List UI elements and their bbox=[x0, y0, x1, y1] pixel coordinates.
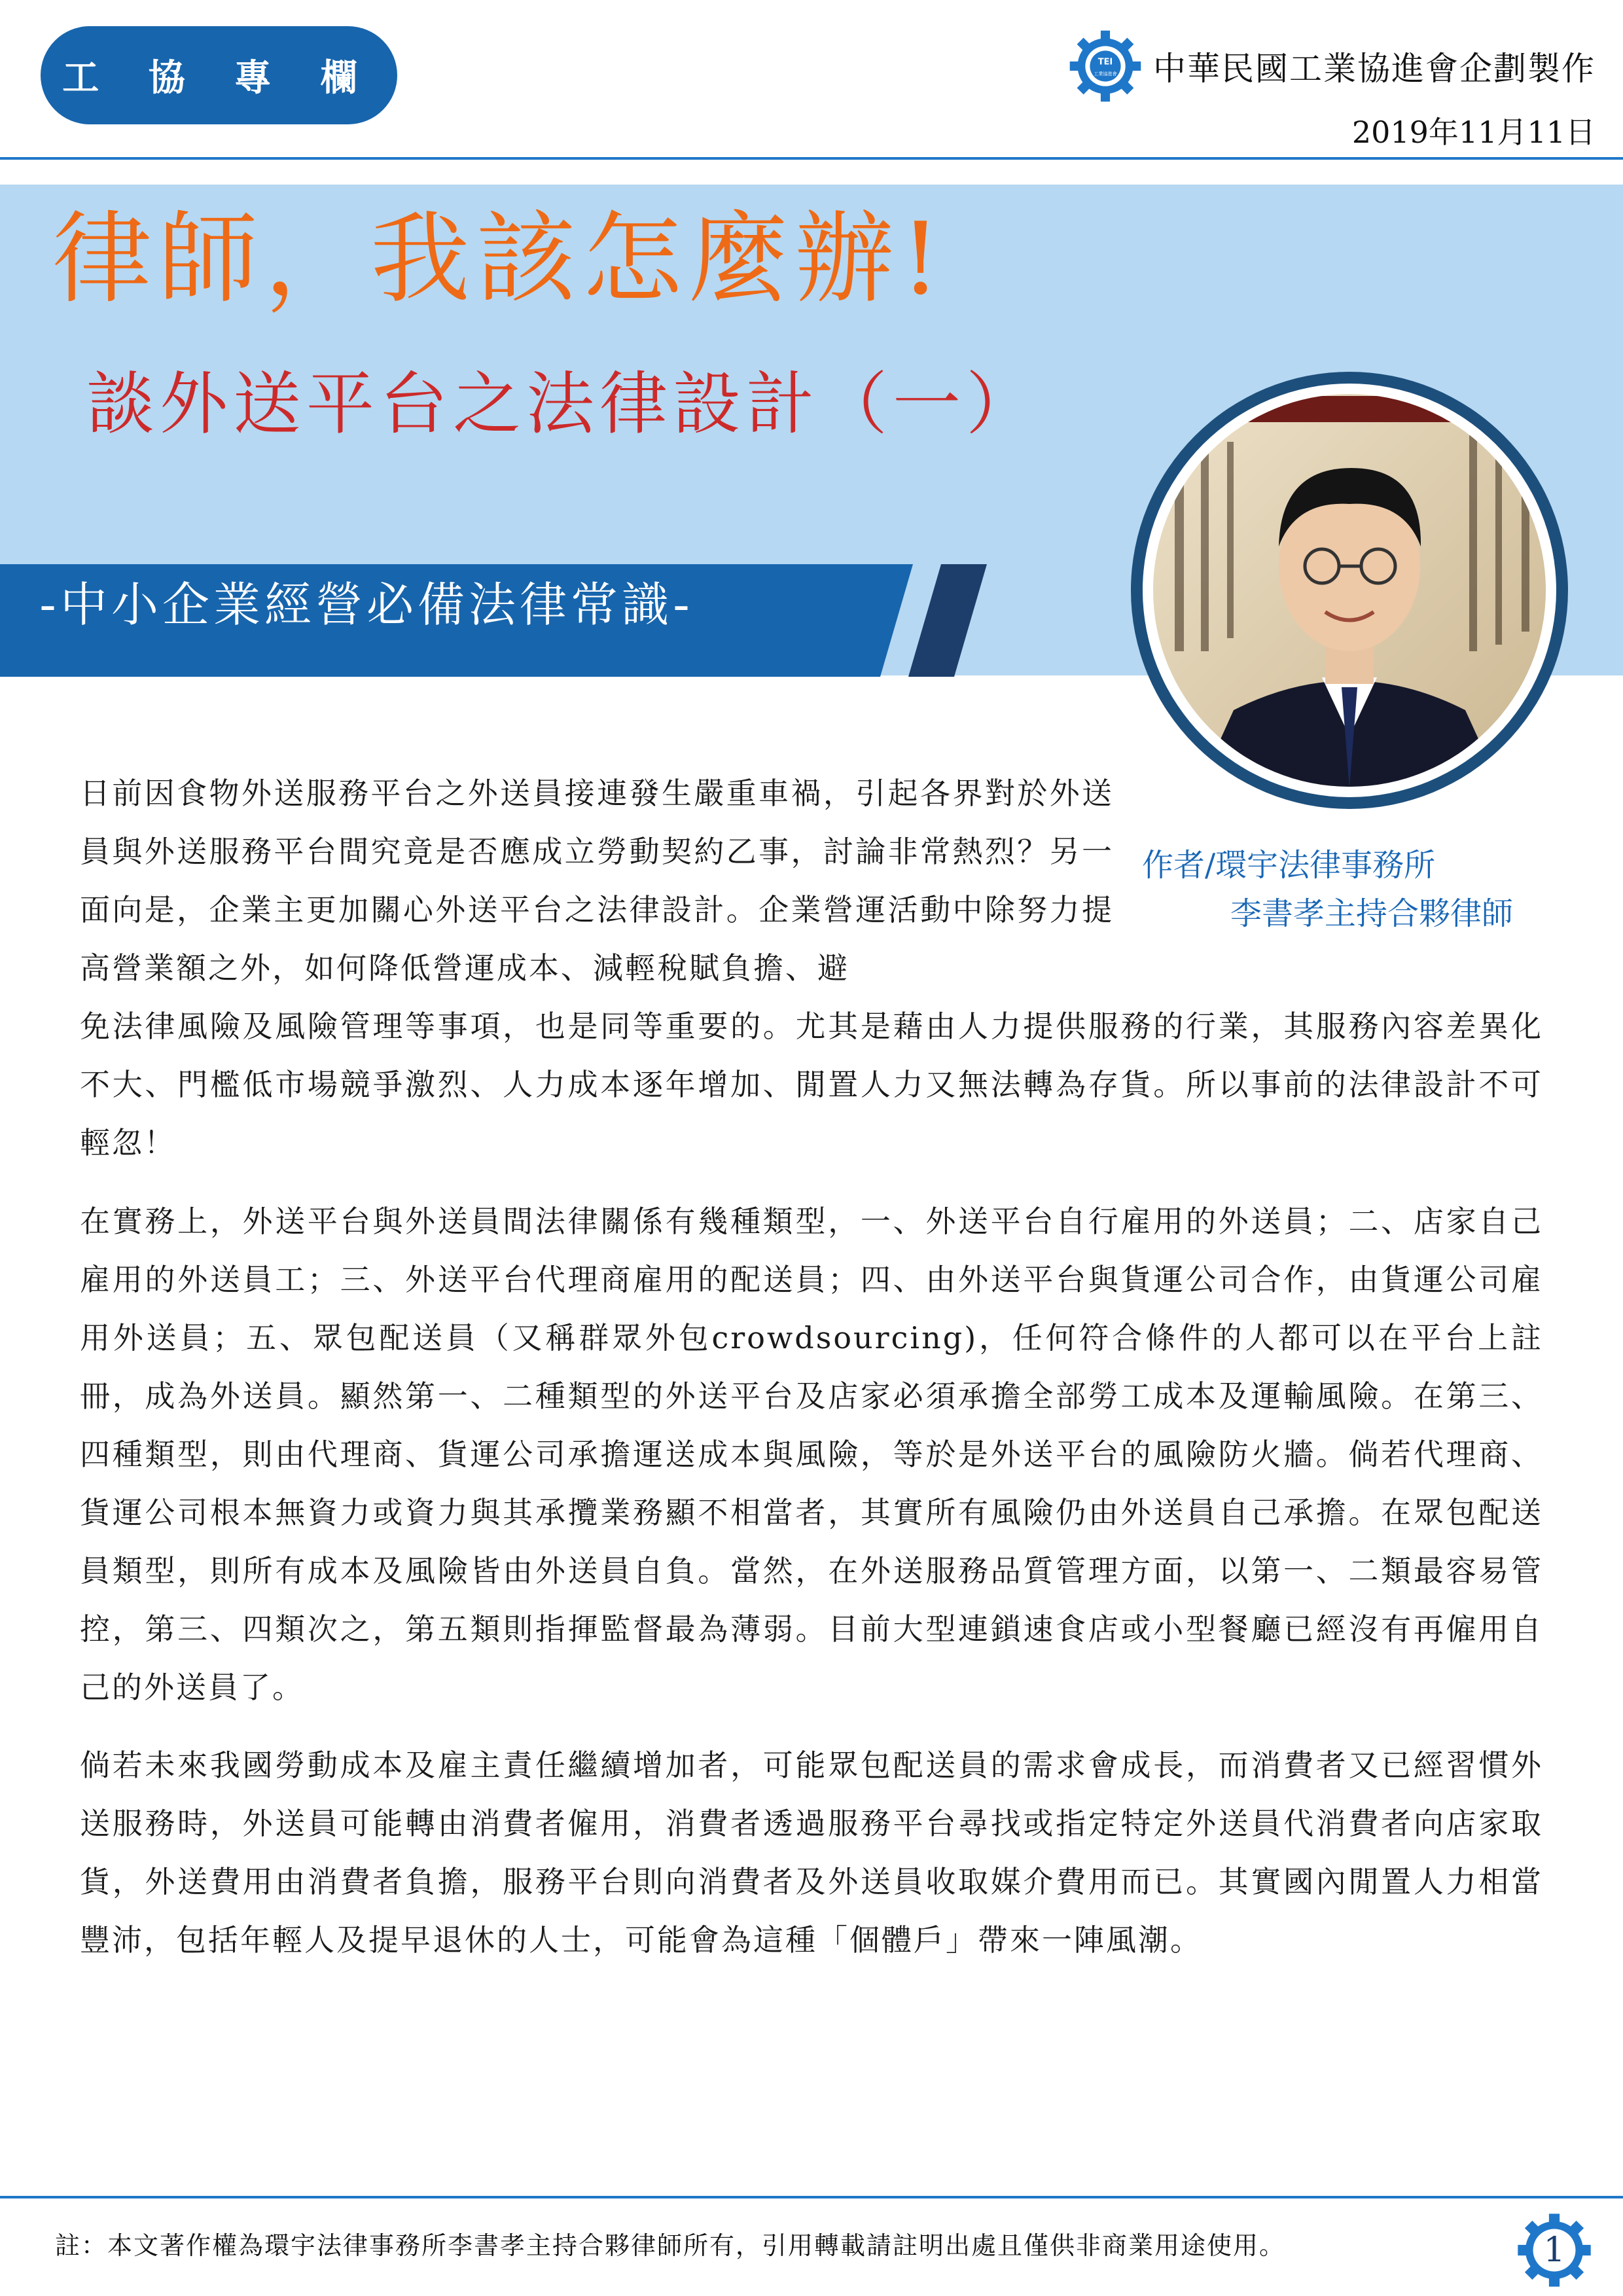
paragraph-1-part-b: 免法律風險及風險管理等事項，也是同等重要的。尤其是藉由人力提供服務的行業，其服務內容差異化不大、門檻低市場競爭激烈、人力成本逐年增加、閒置人力又無法轉為存貨。所以事前的法律設計不可輕忽！ bbox=[80, 1009, 1543, 1160]
paragraph-1 bbox=[80, 764, 1543, 1172]
author-affiliation: 作者/環宇法律事務所 bbox=[1142, 847, 1436, 884]
paragraph-2: 在實務上，外送平台與外送員間法律關係有幾種類型，一、外送平台自行雇用的外送員；二、店家自己雇用的外送員工；三、外送平台代理商雇用的配送員；四、由外送平台與貨運公司合作，由貨運公司雇用外送員；五、眾包配送員（又稱群眾外包crowdsourcing)，任何符合條件的人都可以在平台上註冊，成為外送員。顯然第一、二種類型的外送平台及店家必須承擔全部勞工成本及運輸風險。在第三、四種類型，則由代理商、貨運公司承擔運送成本與風險，等於是外送平台的風險防火牆。倘若代理商、貨運公司根本無資力或資力與其承攬業務顯不相當者，其實所有風險仍由外送員自己承擔。在眾包配送員類型，則所有成本及風險皆由外送員自負。當然，在外送服務品質管理方面，以第一、二類最容易管控，第三、四類次之，第五類則指揮監督最為薄弱。目前大型連鎖速食店或小型餐廳已經沒有再僱用自己的外送員了。 bbox=[80, 1204, 1543, 1705]
series-label: -中小企業經營必備法律常識- bbox=[39, 577, 694, 632]
column-label: 工 協 專 欄 bbox=[62, 57, 376, 99]
author-name: 李書孝主持合夥律師 bbox=[1230, 895, 1514, 933]
header-divider bbox=[0, 157, 1623, 160]
logo-text-bottom: 工業協進會 bbox=[1094, 71, 1117, 77]
org-row bbox=[1067, 27, 1596, 105]
org-name: 中華民國工業協進會企劃製作 bbox=[1153, 50, 1596, 88]
column-badge bbox=[41, 26, 397, 124]
copyright-note: 註：本文著作權為環宇法律事務所李書孝主持合夥律師所有，引用轉載請註明出處且僅供非商業用途使用。 bbox=[55, 2231, 1286, 2260]
gear-logo-icon bbox=[1067, 27, 1144, 105]
logo-text-top: TEI bbox=[1097, 57, 1113, 67]
paragraph-3: 倘若未來我國勞動成本及雇主責任繼續增加者，可能眾包配送員的需求會成長，而消費者又已經習慣外送服務時，外送員可能轉由消費者僱用，消費者透過服務平台尋找或指定特定外送員代消費者向店家取貨，外送費用由消費者負擔，服務平台則向消費者及外送員收取媒介費用而已。其實國內閒置人力相當豐沛，包括年輕人及提早退休的人士，可能會為這種「個體戶」帶來一陣風潮。 bbox=[80, 1748, 1543, 1958]
paragraph-1-part-a: 日前因食物外送服務平台之外送員接連發生嚴重車禍，引起各界對於外送員與外送服務平台間究竟是否應成立勞動契約乙事，討論非常熱烈？另一面向是，企業主更加關心外送平台之法律設計。企業營運活動中除努力提高營業額之外，如何降低營運成本、減輕稅賦負擔、避 bbox=[80, 776, 1114, 986]
page-number: 1 bbox=[1543, 2231, 1565, 2270]
footer-divider bbox=[0, 2196, 1623, 2198]
article-subtitle: 談外送平台之法律設計（一） bbox=[86, 364, 1040, 444]
article-title: 律師，我該怎麼辦! bbox=[52, 201, 948, 317]
org-block bbox=[1067, 27, 1596, 152]
series-band-stripe bbox=[908, 564, 987, 677]
author-portrait bbox=[1129, 370, 1571, 812]
publish-date: 2019年11月11日 bbox=[1351, 115, 1596, 150]
